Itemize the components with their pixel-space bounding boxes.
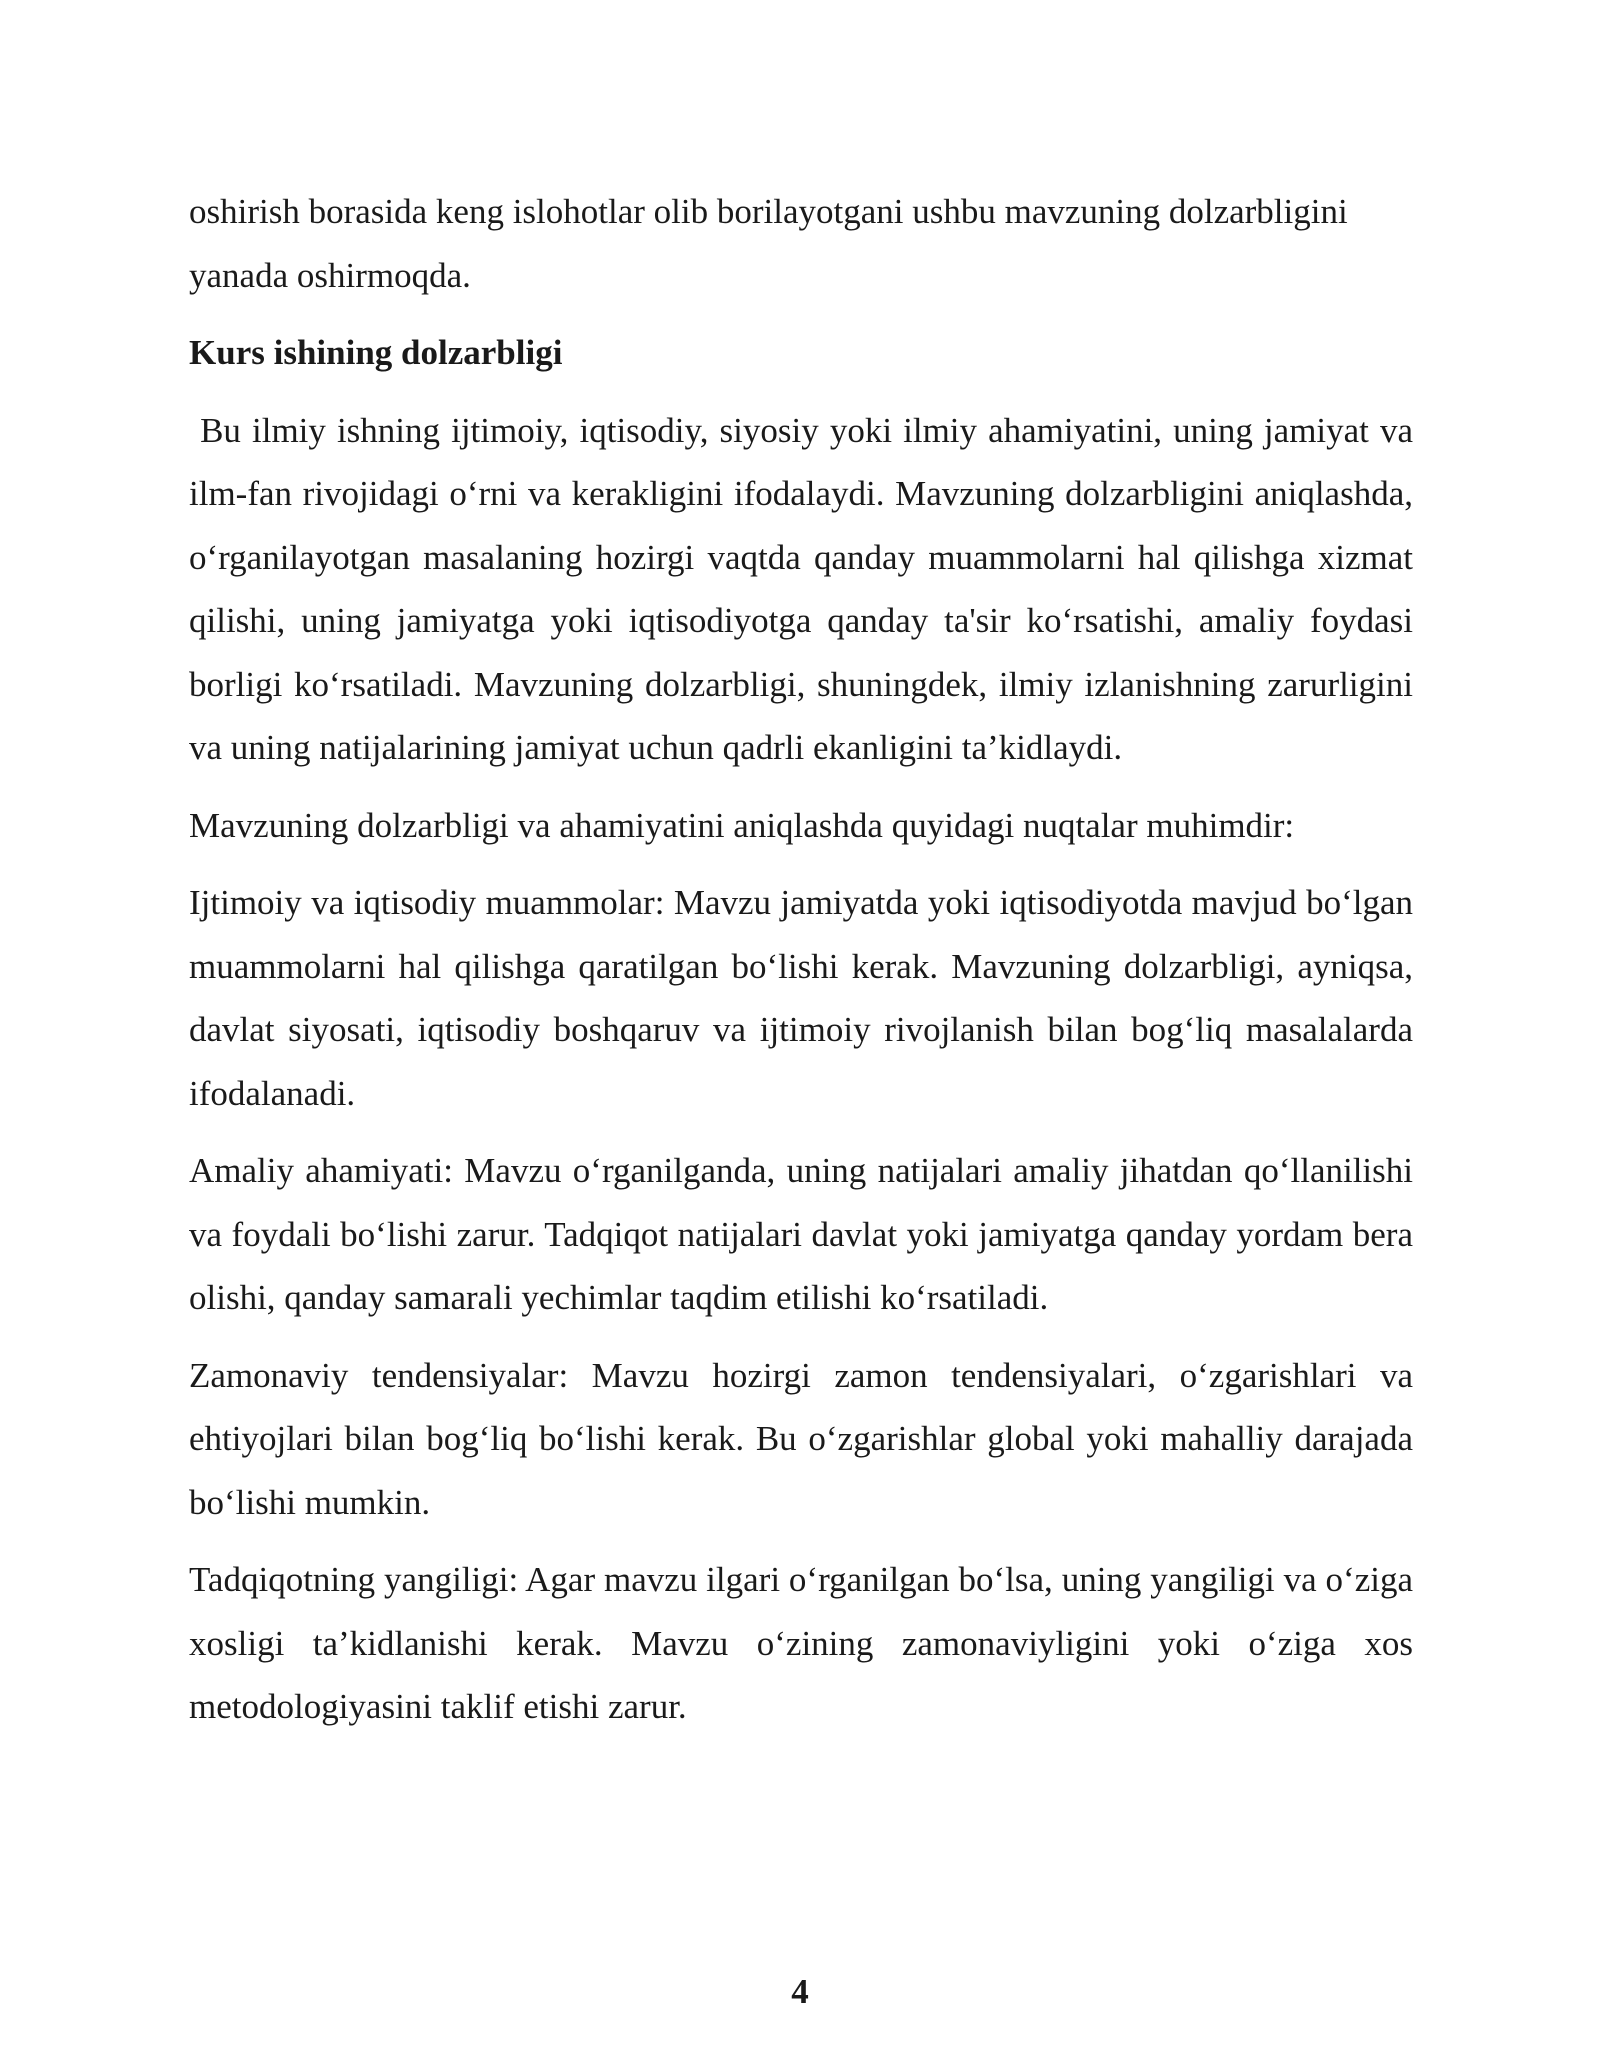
paragraph-relevance-definition: Bu ilmiy ishning ijtimoiy, iqtisodiy, siyosiy yoki ilmiy ahamiyatini, uning jamiyat va ilm-fan rivojidagi oʻrni va kerakligini ifodalaydi. Mavzuning dolzarbligini aniqlashda, oʻrganilayotgan masalaning hozirgi vaqtda qanday muammolarni hal qilishga xizmat qilishi, uning jamiyatga yoki iqtisodiyotga qanday ta'sir koʻrsatishi, amaliy foydasi borligi koʻrsatiladi. Mavzuning dolzarbligi, shuningdek, ilmiy izlanishning zarurligini va uning natijalarining jamiyat uchun qadrli ekanligini ta’kidlaydi. [189, 410, 1422, 767]
paragraph-social-economic-problems: Ijtimoiy va iqtisodiy muammolar: Mavzu jamiyatda yoki iqtisodiyotda mavjud boʻlgan muammolarni hal qilishga qaratilgan boʻlishi kerak. Mavzuning dolzarbligi, ayniqsa, davlat siyosati, iqtisodiy boshqaruv va ijtimoiy rivojlanish bilan bogʻliq masalalarda ifodalanadi. [189, 883, 1413, 1113]
paragraph-practical-importance: Amaliy ahamiyati: Mavzu oʻrganilganda, uning natijalari amaliy jihatdan qoʻllanilishi va foydali boʻlishi zarur. Tadqiqot natijalari davlat yoki jamiyatga qanday yordam bera olishi, qanday samarali yechimlar taqdim etilishi koʻrsatiladi. [189, 1151, 1413, 1317]
page-body [189, 180, 1422, 1753]
paragraph-key-points-intro: Mavzuning dolzarbligi va ahamiyatini aniqlashda quyidagi nuqtalar muhimdir: [189, 805, 1295, 845]
paragraph-continuation: oshirish borasida keng islohotlar olib borilayotgani ushbu mavzuning dolzarbligini yanada oshirmoqda. [189, 192, 1348, 295]
paragraph-research-novelty: Tadqiqotning yangiligi: Agar mavzu ilgari oʻrganilgan boʻlsa, uning yangiligi va oʻziga xosligi ta’kidlanishi kerak. Mavzu oʻzining zamonaviyligini yoki oʻziga xos metodologiyasini taklif etishi zarur. [189, 1560, 1413, 1726]
section-heading: Kurs ishining dolzarbligi [189, 333, 563, 372]
paragraph-modern-trends: Zamonaviy tendensiyalar: Mavzu hozirgi zamon tendensiyalari, oʻzgarishlari va ehtiyojlari bilan bogʻliq boʻlishi kerak. Bu oʻzgarishlar global yoki mahalliy darajada boʻlishi mumkin. [189, 1355, 1413, 1522]
page-number: 4 [791, 1972, 809, 2011]
